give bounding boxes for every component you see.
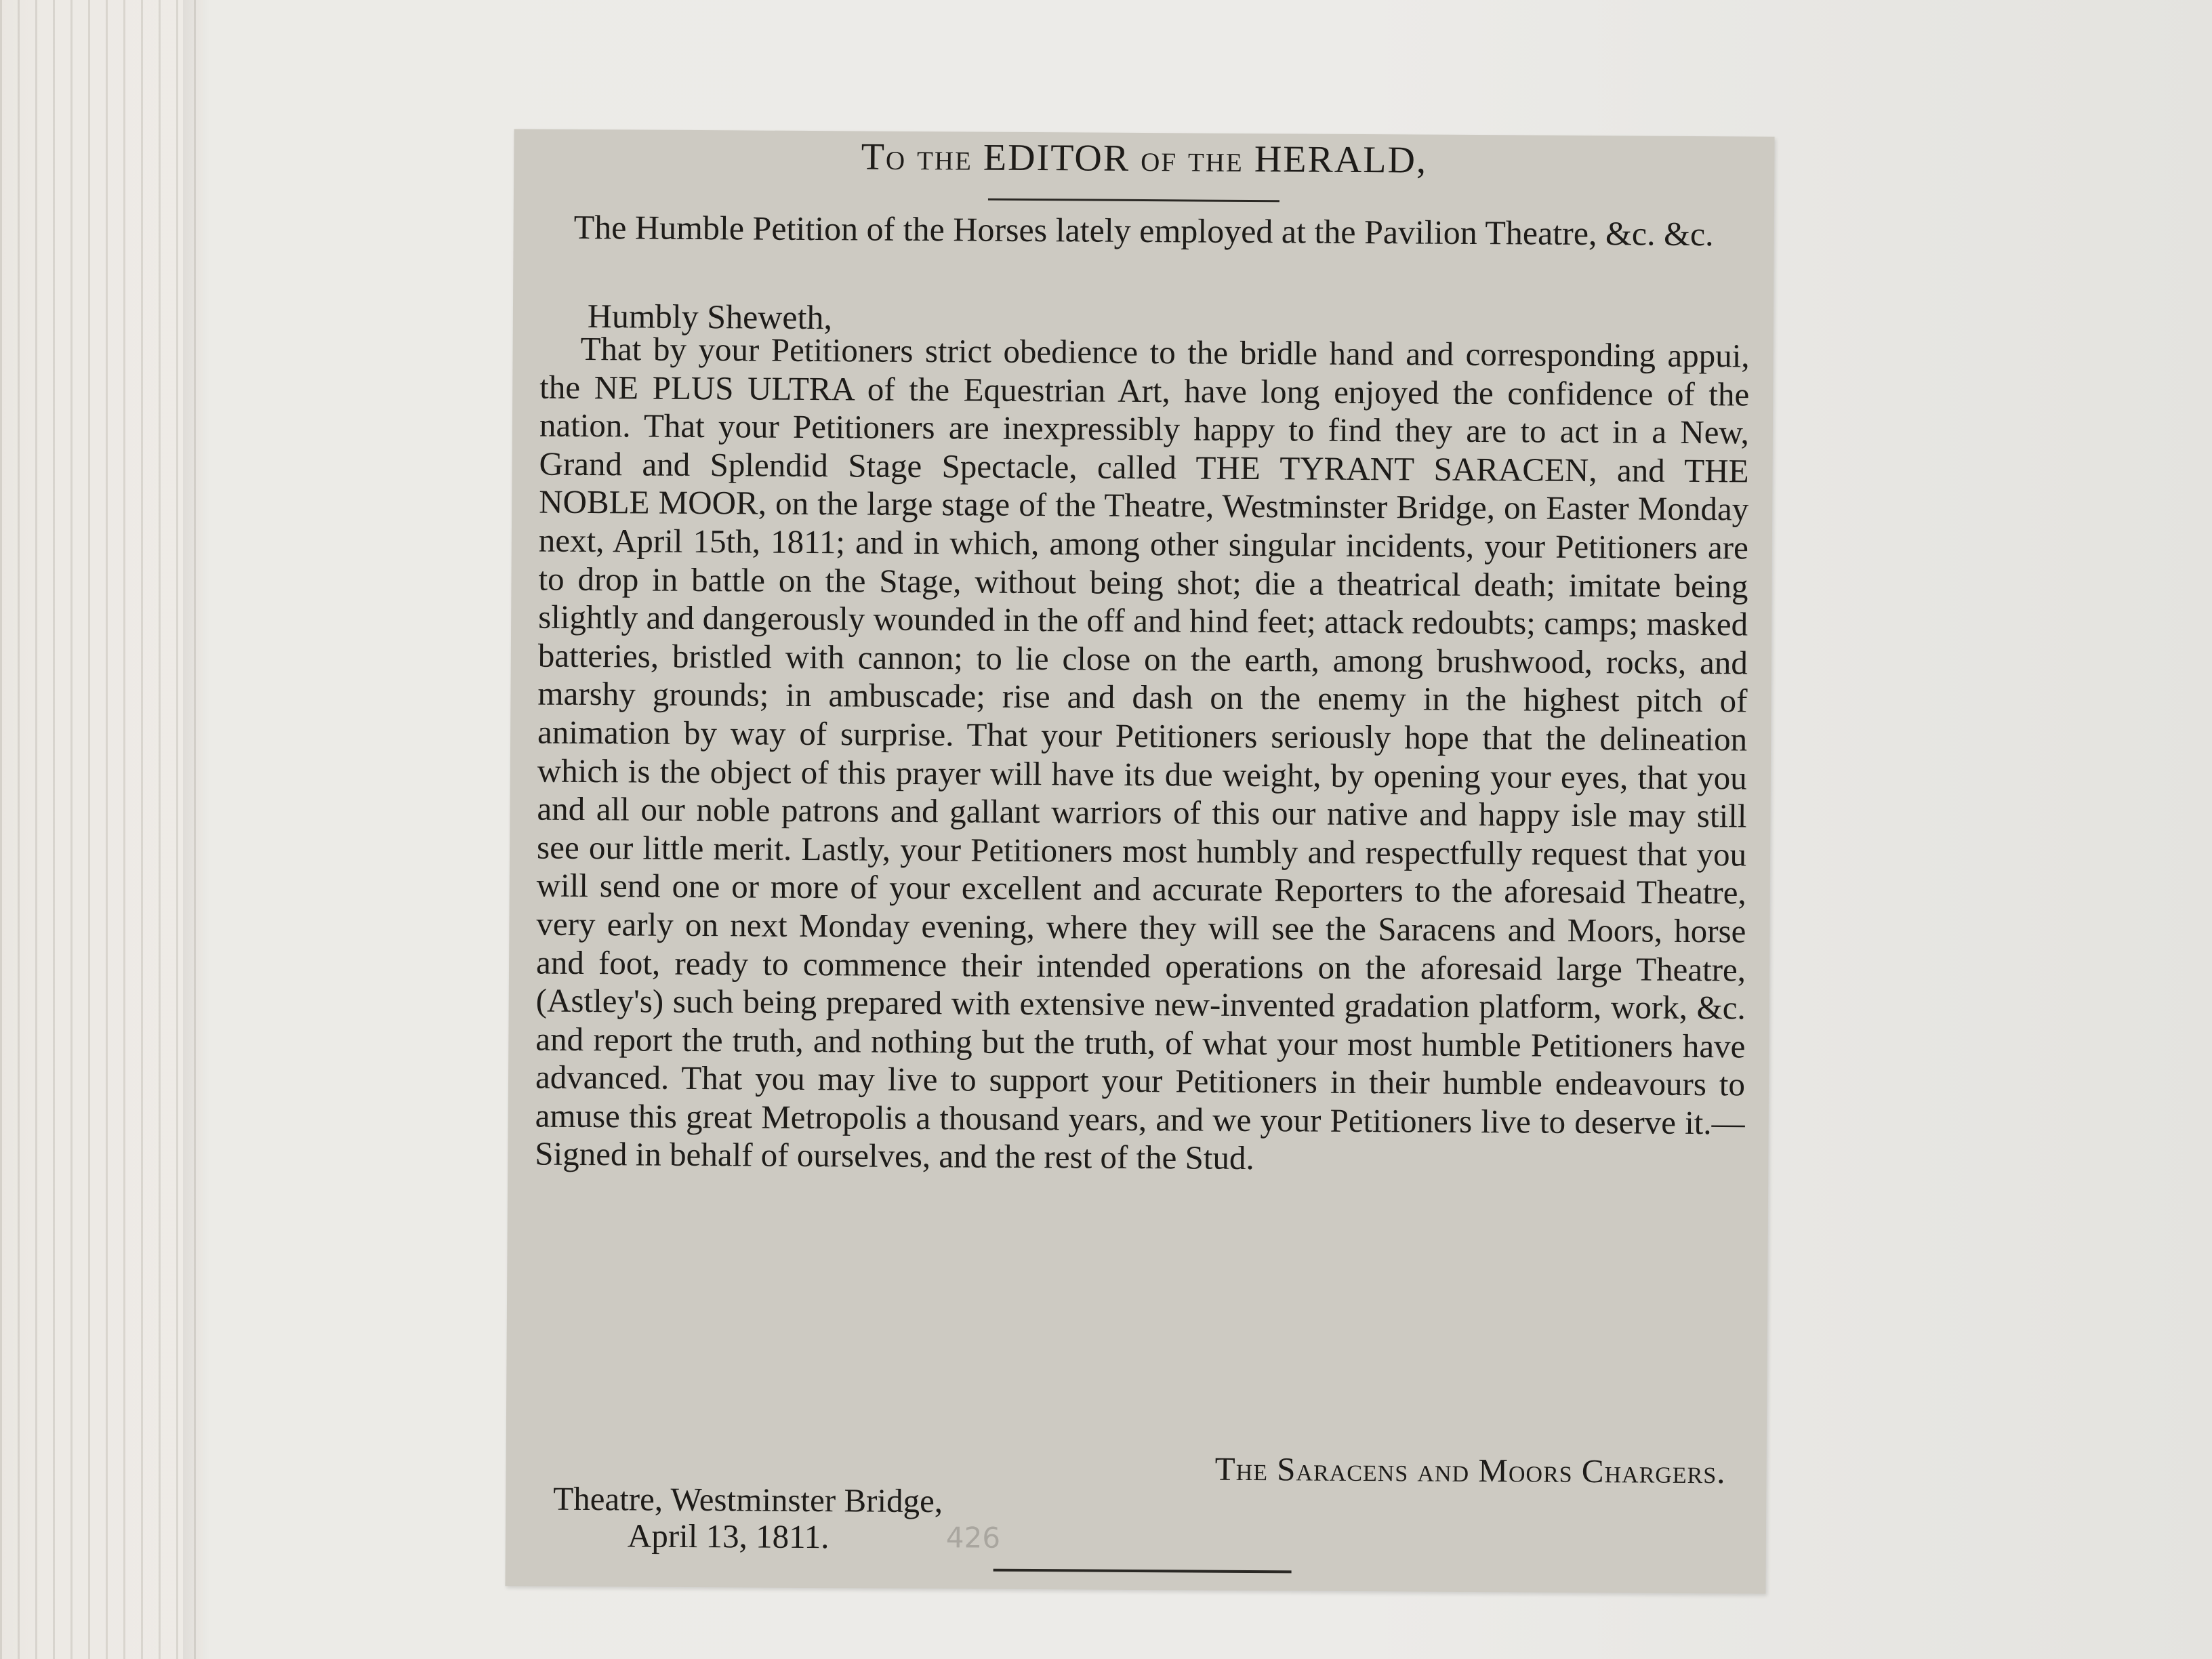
petition-body: That by your Petitioners strict obedience to the bridle hand and corresponding appui, the NE PLUS ULTRA of the Equestrian Art, have long enjoyed the confidence of the nation. That your Petitioners are inexpressibly happy to find they are to act in a New, Grand and Splendid Stage Spectacle, called THE TYRANT SARACEN, and THE NOBLE MOOR, on the large stage of the Theatre, Westminster Bridge, on Easter Monday next, April 15th, 1811; and in which, among other singular incidents, your Petitioners are to drop in battle on the Stage, without being shot; die a theatrical death; imitate being slightly and dangerously wounded in the off and hind feet; attack redoubts; camps; masked batteries, bristled with cannon; to lie close on the earth, among brushwood, rocks, and marshy grounds; in ambuscade; rise and dash on the enemy in the highest pitch of animation by way of surprise. That your Petitioners seriously hope that the delineation which is the object of this prayer will have its due weight, by opening your eyes, that you and all our noble patrons and gallant warriors of this our native and happy isle may still see our little merit. Lastly, your Petitioners most humbly and respectfully request that you will send one or more of your excellent and accurate Reporters to the aforesaid Theatre, very early on next Monday evening, where they will see the Saracens and Moors, horse and foot, ready to commence their intended operations on the aforesaid large Theatre, (Astley's) such being prepared with extensive new-invented gradation platform, work, &c. and report the truth, and nothing but the truth, of what your most humble Petitioners have advanced. That you may live to support your Petitioners in their humble endeavours to amuse this great Metropolis a thousand years, and we your Petitioners live to deserve it.—Signed in behalf of ourselves, and the rest of the Stud. [535,329,1750,1177]
page-edge-shadow [183,0,210,1659]
petition-title: The Humble Petition of the Horses lately employed at the Pavilion Theatre, &c. &c. [573,207,1714,253]
salutation: Humbly Sheweth, [587,297,833,337]
newspaper-clipping [505,129,1774,1593]
clipping-heading: To the EDITOR of the HERALD, [861,136,1428,182]
stacked-page-edges [0,0,203,1659]
archive-number: 426 [945,1521,1001,1555]
signature: The Saracens and Moors Chargers. [1214,1450,1726,1491]
heading-rule [988,199,1279,203]
date-line: April 13, 1811. [627,1517,830,1556]
address-line: Theatre, Westminster Bridge, [553,1479,943,1520]
bottom-rule [994,1569,1292,1574]
